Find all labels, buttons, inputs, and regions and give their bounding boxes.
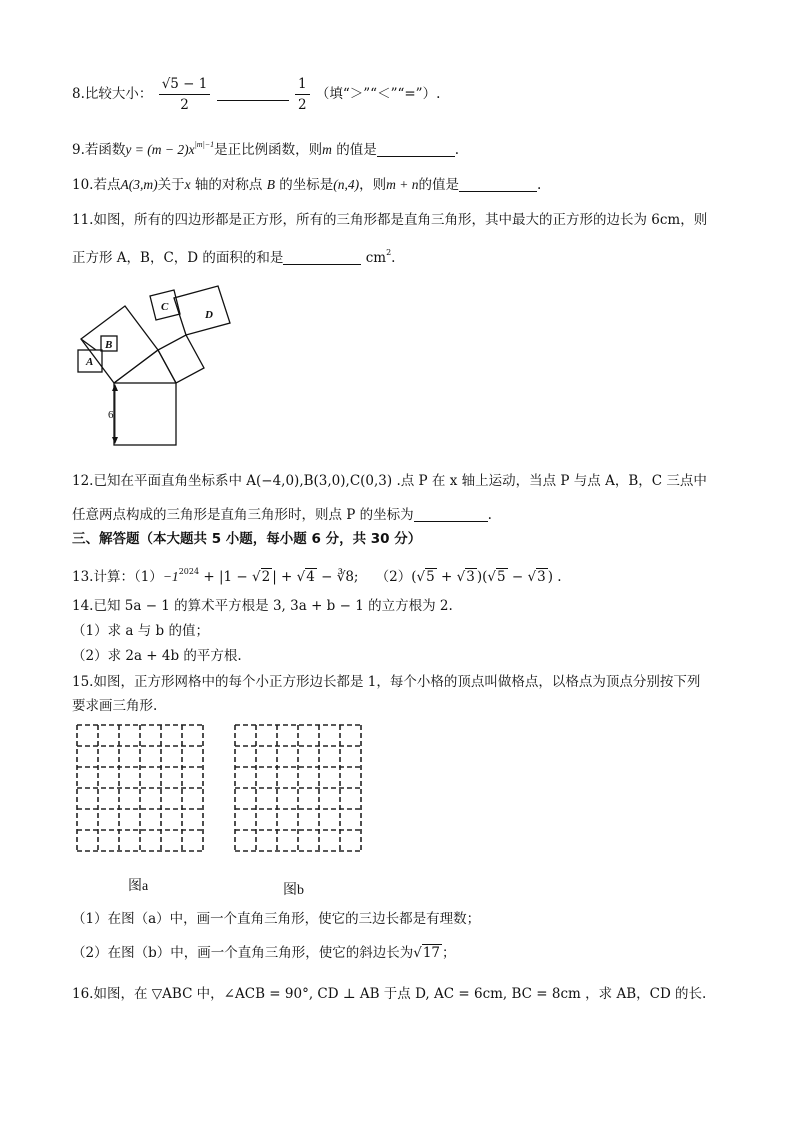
q8-frac2-numerator: 1 (295, 74, 310, 95)
q13-part2-label: （2） (375, 569, 412, 585)
q10-prefix: 10.若点 (72, 177, 121, 193)
q13-part2-a: ( (411, 569, 417, 585)
q11-answer-blank[interactable] (283, 250, 361, 265)
question-11-line-1: 11.如图，所有的四边形都是正方形，所有的三角形都是直角三角形，其中最大的正方形的边长为 6cm，则 (72, 212, 708, 228)
grid-figure-b (232, 722, 364, 854)
q10-var-x: x (184, 177, 191, 192)
q8-fraction-2 (295, 74, 310, 115)
q9-end: . (454, 142, 460, 158)
label-a: A (86, 356, 94, 368)
q13-part1-radicand-2: 4 (306, 569, 315, 585)
q12-line2-text: 任意两点构成的三角形是直角三角形时，则点 P 的坐标为 (72, 507, 414, 523)
question-16: 16.如图，在 ▽ABC 中，∠ACB = 90°, CD ⊥ AB 于点 D, AC = 6cm, BC = 8cm ，求 AB，CD 的长. (72, 986, 707, 1002)
q10-suffix: 的值是 (418, 177, 459, 193)
question-14-sub-1: （1）求 a 与 b 的值； (72, 623, 209, 639)
right-medium-square (158, 335, 204, 383)
q13-part2-c: )( (476, 569, 488, 585)
question-12-line-2 (72, 506, 492, 524)
q13-part2-b: + (436, 569, 457, 585)
question-13: 13.计算：$(1)-1^{2024} + |1 - √2$ | + √4 − ∛8; （2）(√5 + √3 )(√5 − √3 ) . (72, 567, 562, 585)
q10-mid1: 关于 (157, 177, 185, 193)
question-15-line-2: 要求画三角形. (72, 698, 158, 714)
q9-mid: 是正比例函数，则 (214, 142, 323, 158)
arrow-head-bottom (112, 437, 118, 444)
q13-part2-d: − (507, 569, 528, 585)
q8-frac1-denominator: 2 (180, 97, 189, 113)
q11-line2-prefix: 正方形 A，B，C，D 的面积的和是 (72, 250, 284, 266)
q10-point-b: (n,4) (333, 177, 360, 192)
section-3-heading: 三、解答题（本大题共 5 小题，每小题 6 分，共 30 分） (72, 531, 422, 547)
q11-unit-exponent: 2 (386, 248, 392, 257)
q10-mid2: 轴的对称点 (190, 177, 267, 193)
square-d (174, 286, 230, 335)
q11-unit: cm (365, 250, 387, 266)
q9-prefix: 9.若函数 (72, 142, 126, 158)
question-12-line-1: 12.已知在平面直角坐标系中 A(−4,0),B(3,0),C(0,3) .点 P 在 x 轴上运动，当点 P 与点 A，B，C 三点中 (72, 473, 707, 489)
q13-part2-e: ) . (547, 569, 562, 585)
q13-part1-exponent: 2024 (178, 567, 200, 576)
question-11-line-2 (72, 244, 395, 267)
q13-prefix: 13.计算：（1） (72, 569, 163, 585)
question-9 (72, 136, 459, 159)
question-10 (72, 176, 541, 194)
q12-end: . (487, 507, 492, 523)
q13-part1-c: | + (272, 569, 297, 585)
q8-prefix: 8.比较大小： (72, 86, 153, 102)
label-six: 6 (108, 409, 114, 421)
q15-sub2-radicand: 17 (422, 945, 441, 961)
q13-part1-d: − ∛8; (316, 569, 359, 585)
q13-part2-radicand-4: 3 (537, 569, 546, 585)
q8-answer-blank[interactable] (217, 86, 289, 101)
q10-mid4: ，则 (359, 177, 387, 193)
q13-part1-a: −1 (162, 569, 179, 584)
q9-var: m (322, 142, 332, 157)
figure-a-caption: 图a (128, 879, 149, 894)
arrow-head-top (112, 384, 118, 391)
q9-exponent: |m|−1 (194, 140, 215, 149)
q10-point-a: A(3,m) (120, 177, 158, 192)
q9-expression: y = (m − 2)x (125, 142, 195, 157)
q10-end: . (536, 177, 542, 193)
q10-sum: m + n (386, 177, 419, 192)
question-15-line-1: 15.如图，正方形网格中的每个小正方形边长都是 1，每个小格的顶点叫做格点，以格点为顶点分别按下列 (72, 674, 701, 690)
figure-b-caption: 图b (283, 883, 304, 898)
q8-suffix: （填“＞”“＜”“=”）. (315, 86, 441, 102)
question-14-sub-2: （2）求 2a + 4b 的平方根. (72, 648, 242, 664)
q12-answer-blank[interactable] (414, 507, 488, 522)
q15-sub2-suffix: ； (442, 945, 456, 961)
q13-part2-radicand-3: 5 (497, 569, 506, 585)
q13-part1-b: + |1 − (199, 569, 252, 585)
question-8 (72, 74, 440, 115)
q9-suffix: 的值是 (331, 142, 377, 158)
q13-part2-radicand-1: 5 (426, 569, 435, 585)
q11-end: . (391, 250, 396, 266)
question-15-sub-1: （1）在图（a）中，画一个直角三角形，使它的三边长都是有理数； (72, 911, 481, 927)
grid-figure-a (74, 722, 206, 854)
q10-var-b: B (266, 177, 275, 192)
q8-fraction-1 (159, 74, 211, 115)
q8-frac1-numerator: √5 − 1 (159, 74, 211, 95)
q15-sub2-prefix: （2）在图（b）中，画一个直角三角形，使它的斜边长为 (72, 945, 414, 961)
label-b: B (105, 339, 113, 351)
label-d: D (205, 309, 213, 321)
q9-answer-blank[interactable] (377, 142, 455, 157)
q13-part2-radicand-2: 3 (466, 569, 475, 585)
q10-mid3: 的坐标是 (274, 177, 334, 193)
question-15-sub-2: （2）在图（b）中，画一个直角三角形，使它的斜边长为√17 ； (72, 945, 456, 961)
largest-square (114, 383, 176, 445)
q11-pythagoras-tree-figure (70, 280, 250, 450)
q13-part1-radicand: 2 (261, 569, 271, 585)
question-14-line-1: 14.已知 5a − 1 的算术平方根是 3, 3a + b − 1 的立方根为 2. (72, 598, 453, 614)
q8-frac2-denominator: 2 (297, 97, 307, 113)
label-c: C (161, 301, 169, 313)
q10-answer-blank[interactable] (459, 177, 537, 192)
